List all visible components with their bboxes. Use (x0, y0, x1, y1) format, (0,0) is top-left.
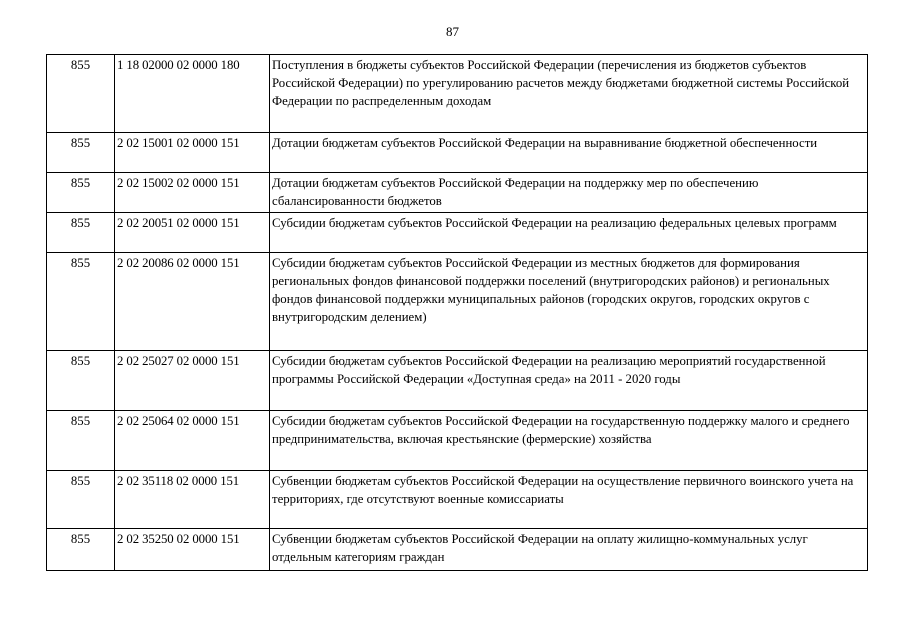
table-row (47, 351, 868, 411)
admin-code-cell: 855 (47, 213, 115, 253)
table-row (47, 411, 868, 471)
budget-code-cell: 1 18 02000 02 0000 180 (115, 55, 270, 133)
table-row (47, 55, 868, 133)
admin-code-cell: 855 (47, 133, 115, 173)
budget-code-cell: 2 02 35118 02 0000 151 (115, 471, 270, 529)
table-row (47, 133, 868, 173)
admin-code-cell: 855 (47, 253, 115, 351)
admin-code-cell: 855 (47, 55, 115, 133)
budget-code-cell: 2 02 20051 02 0000 151 (115, 213, 270, 253)
table-row (47, 173, 868, 213)
budget-revenue-table (46, 54, 868, 571)
admin-code-cell: 855 (47, 351, 115, 411)
description-cell: Субсидии бюджетам субъектов Российской Федерации из местных бюджетов для формирования региональных фондов финансовой поддержки поселений (внутригородских районов) и региональных фондов финансовой поддержки муниципальных районов (городских округов, городских округов с внутригородским делением) (270, 253, 868, 351)
budget-code-cell: 2 02 25064 02 0000 151 (115, 411, 270, 471)
description-cell: Субсидии бюджетам субъектов Российской Федерации на государственную поддержку малого и среднего предпринимательства, включая крестьянские (фермерские) хозяйства (270, 411, 868, 471)
budget-code-cell: 2 02 15001 02 0000 151 (115, 133, 270, 173)
description-cell: Поступления в бюджеты субъектов Российской Федерации (перечисления из бюджетов субъектов Российской Федерации) по урегулированию расчетов между бюджетами бюджетной системы Российской Федерации по распределенным доходам (270, 55, 868, 133)
admin-code-cell: 855 (47, 529, 115, 571)
table-row (47, 471, 868, 529)
page-number: 87 (446, 24, 459, 39)
description-cell: Субсидии бюджетам субъектов Российской Федерации на реализацию федеральных целевых программ (270, 213, 868, 253)
table-row (47, 529, 868, 571)
admin-code-cell: 855 (47, 471, 115, 529)
budget-code-cell: 2 02 35250 02 0000 151 (115, 529, 270, 571)
description-cell: Субвенции бюджетам субъектов Российской Федерации на осуществление первичного воинского учета на территориях, где отсутствуют военные комиссариаты (270, 471, 868, 529)
description-cell: Дотации бюджетам субъектов Российской Федерации на поддержку мер по обеспечению сбалансированности бюджетов (270, 173, 868, 213)
admin-code-cell: 855 (47, 173, 115, 213)
description-cell: Дотации бюджетам субъектов Российской Федерации на выравнивание бюджетной обеспеченности (270, 133, 868, 173)
table-row (47, 253, 868, 351)
budget-code-cell: 2 02 25027 02 0000 151 (115, 351, 270, 411)
admin-code-cell: 855 (47, 411, 115, 471)
budget-code-cell: 2 02 15002 02 0000 151 (115, 173, 270, 213)
table-row (47, 213, 868, 253)
description-cell: Субсидии бюджетам субъектов Российской Федерации на реализацию мероприятий государственной программы Российской Федерации «Доступная среда» на 2011 - 2020 годы (270, 351, 868, 411)
budget-code-cell: 2 02 20086 02 0000 151 (115, 253, 270, 351)
description-cell: Субвенции бюджетам субъектов Российской Федерации на оплату жилищно-коммунальных услуг отдельным категориям граждан (270, 529, 868, 571)
